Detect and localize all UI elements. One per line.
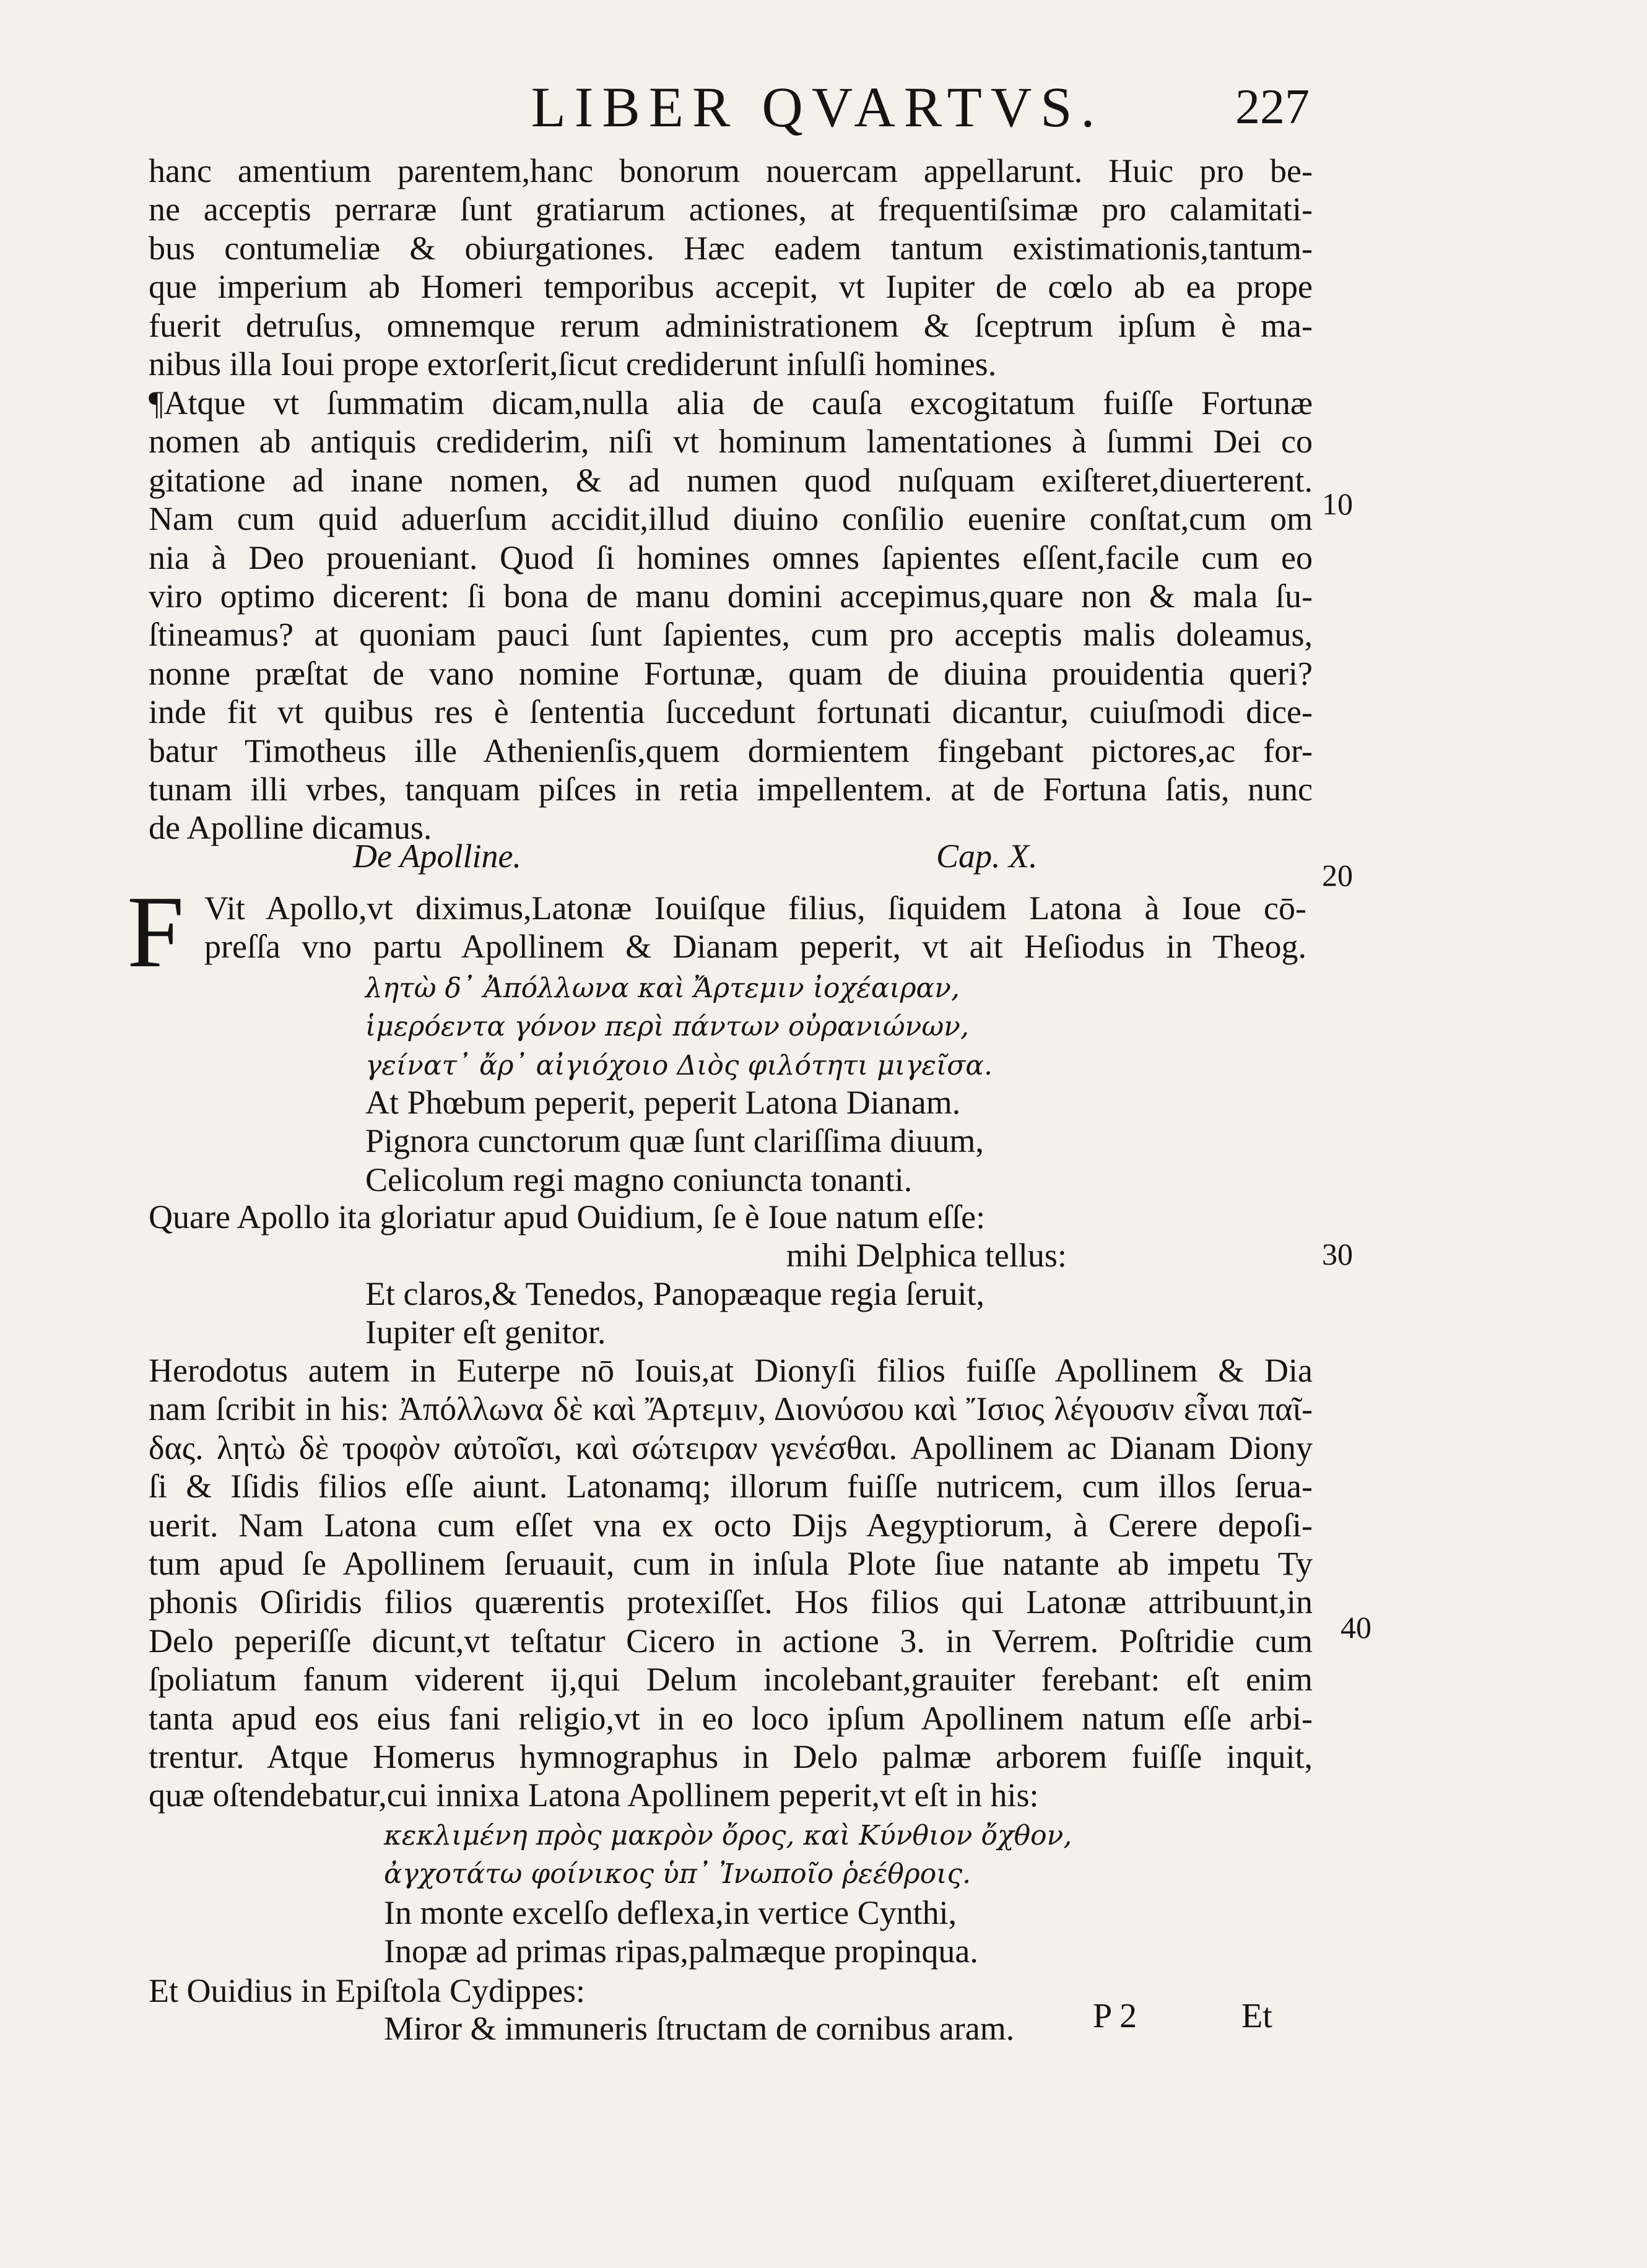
text-line: δας. λητὼ δὲ τροφὸν αὐτοῖσι, καὶ σώτειραν γενέσθαι. Apollinem ac Dianam Diony [149, 1429, 1313, 1466]
ovid-verse-line: Et claros,& Tenedos, Panopæaque regia ſeruit, [365, 1275, 984, 1312]
latin-verse-homer [384, 1894, 978, 1971]
text-line: Delo peperiſſe dicunt,vt teſtatur Cicero in actione 3. in Verrem. Poſtridie cum [149, 1622, 1313, 1660]
catchword: Et [1241, 1997, 1272, 2035]
text-line: batur Timotheus ille Athenienſis,quem dormientem fingebant pictores,ac for- [149, 732, 1313, 769]
text-line: nia à Deo proueniant. Quod ſi homines omnes ſapientes eſſent,facile cum eo [149, 539, 1313, 576]
ovid2-verse: Miror & immuneris ſtructam de cornibus aram. [384, 2010, 1015, 2047]
paragraph-fortuna-1 [149, 152, 1313, 383]
verse-line: λητὼ δ᾽ Ἀπόλλωνα καὶ Ἄρτεμιν ἰοχέαιραν, [365, 972, 960, 1004]
text-line: ſtineamus? at quoniam pauci ſunt ſapientes, cum pro acceptis malis doleamus, [149, 616, 1313, 654]
ovid-verse-line: Iupiter eſt genitor. [365, 1314, 606, 1351]
drop-cap: F [127, 875, 185, 989]
text-line: bus contumeliæ & obiurgationes. Hæc eadem tantum existimationis,tantum- [149, 229, 1313, 267]
text-line: hanc amentium parentem,hanc bonorum nouercam appellarunt. Huic pro be- [149, 152, 1313, 189]
verse-line: Inopæ ad primas ripas,palmæque propinqua. [384, 1933, 978, 1970]
ovid-verse-line: mihi Delphica tellus: [786, 1237, 1067, 1274]
chapter-opening [204, 889, 1306, 966]
verse-line: Pignora cunctorum quæ ſunt clariſſima diuum, [365, 1122, 984, 1160]
text-line: quæ oſtendebatur,cui innixa Latona Apollinem peperit,vt eſt in his: [149, 1777, 1039, 1814]
text-line: nibus illa Ioui prope extorſerit,ſicut crediderunt inſulſi homines. [149, 345, 997, 383]
text-line: nam ſcribit in his: Ἀπόλλωνα δὲ καὶ Ἄρτεμιν, Διονύσου καὶ Ἴσιος λέγουσιν εἶναι παῖ- [149, 1390, 1313, 1428]
chapter-title: De Apolline. [353, 838, 521, 875]
running-head: LIBER QVARTVS. [531, 76, 1104, 139]
text-line: Nam cum quid aduerſum accidit,illud diuino conſilio euenire conſtat,cum om [149, 500, 1313, 538]
ovid2-intro: Et Ouidius in Epiſtola Cydippes: [149, 1972, 585, 2009]
text-line: inde fit vt quibus res è ſententia ſuccedunt fortunati dicantur, cuiuſmodi dice- [149, 693, 1313, 731]
text-line: preſſa vno partu Apollinem & Dianam peperit, vt ait Heſiodus in Theog. [204, 928, 1306, 966]
signature-mark: P 2 [1093, 1997, 1137, 2035]
text-line: de Apolline dicamus. [149, 809, 432, 847]
text-line: nonne præſtat de vano nomine Fortunæ, quam de diuina prouidentia queri? [149, 654, 1313, 692]
text-line: tunam illi vrbes, tanquam piſces in retia impellentem. at de Fortuna ſatis, nunc [149, 770, 1313, 808]
text-line: ne acceptis perraræ ſunt gratiarum actiones, at frequentiſsimæ pro calamitati- [149, 191, 1313, 228]
verse-line: ἀγχοτάτω φοίνικος ὑπ᾽ Ἰνωποῖο ῥεέθροις. [384, 1858, 971, 1890]
verse-line: κεκλιμένη πρὸς μακρὸν ὄρος, καὶ Κύνθιον ὄχθον, [384, 1820, 1072, 1851]
ovid-intro: Quare Apollo ita gloriatur apud Ouidium, ſe è Ioue natum eſſe: [149, 1198, 986, 1236]
paragraph-fortuna-2 [149, 384, 1313, 847]
text-line: ¶Atque vt ſummatim dicam,nulla alia de cauſa excogitatum fuiſſe Fortunæ [149, 384, 1313, 422]
text-line: que imperium ab Homeri temporibus accepit, vt Iupiter de cœlo ab ea prope [149, 268, 1313, 306]
text-line: ſi & Iſidis filios eſſe aiunt. Latonamq; illorum fuiſſe nutricem, cum illos ſerua- [149, 1468, 1313, 1505]
paragraph-herodotus [149, 1351, 1313, 1815]
text-line: nomen ab antiquis crediderim, niſi vt hominum lamentationes à ſummi Dei co [149, 423, 1313, 461]
margin-line-number: 10 [1322, 487, 1353, 521]
margin-line-number: 30 [1322, 1237, 1353, 1271]
verse-line: In monte excelſo deflexa,in vertice Cynthi, [384, 1894, 957, 1931]
margin-line-number: 40 [1341, 1610, 1371, 1645]
text-line: phonis Oſiridis filios quærentis protexiſſet. Hos filios qui Latonæ attribuunt,in [149, 1583, 1313, 1621]
text-line: tum apud ſe Apollinem ſeruauit, cum in inſula Plote ſiue natante ab impetu Ty [149, 1544, 1313, 1582]
text-line: gitatione ad inane nomen, & ad numen quod nuſquam exiſteret,diuerterent. [149, 461, 1313, 499]
text-line: tanta apud eos eius fani religio,vt in eo loco ipſum Apollinem natum eſſe arbi- [149, 1699, 1313, 1737]
verse-line: Celicolum regi magno coniuncta tonanti. [365, 1161, 913, 1198]
text-line: Vit Apollo,vt diximus,Latonæ Iouiſque filius, ſiquidem Latona à Ioue cō- [204, 889, 1306, 927]
latin-verse-hesiod [365, 1083, 984, 1199]
verse-line: At Phœbum peperit, peperit Latona Dianam. [365, 1084, 961, 1121]
margin-line-number: 20 [1322, 858, 1353, 893]
greek-verse-homer [384, 1817, 1072, 1894]
page-number: 227 [1235, 80, 1310, 134]
text-line: trentur. Atque Homerus hymnographus in Delo palmæ arborem fuiſſe inquit, [149, 1738, 1313, 1775]
text-line: viro optimo dicerent: ſi bona de manu domini accepimus,quare non & mala ſu- [149, 577, 1313, 615]
verse-line: ἱμερόεντα γόνον περὶ πάντων οὐρανιώνων, [365, 1011, 970, 1043]
text-line: Herodotus autem in Euterpe nō Iouis,at Dionyſi filios fuiſſe Apollinem & Dia [149, 1352, 1313, 1389]
verse-line: γείνατ᾽ ἄρ᾽ αἰγιόχοιο Διὸς φιλότητι μιγεῖσα. [365, 1049, 993, 1081]
text-line: ſpoliatum fanum viderent ij,qui Delum incolebant,grauiter ferebant: eſt enim [149, 1661, 1313, 1699]
greek-verse-hesiod [365, 969, 993, 1085]
text-line: fuerit detruſus, omnemque rerum administrationem & ſceptrum ipſum è ma- [149, 306, 1313, 344]
text-line: uerit. Nam Latona cum eſſet vna ex octo Dijs Aegyptiorum, à Cerere depoſi- [149, 1506, 1313, 1544]
chapter-number: Cap. X. [936, 838, 1038, 875]
